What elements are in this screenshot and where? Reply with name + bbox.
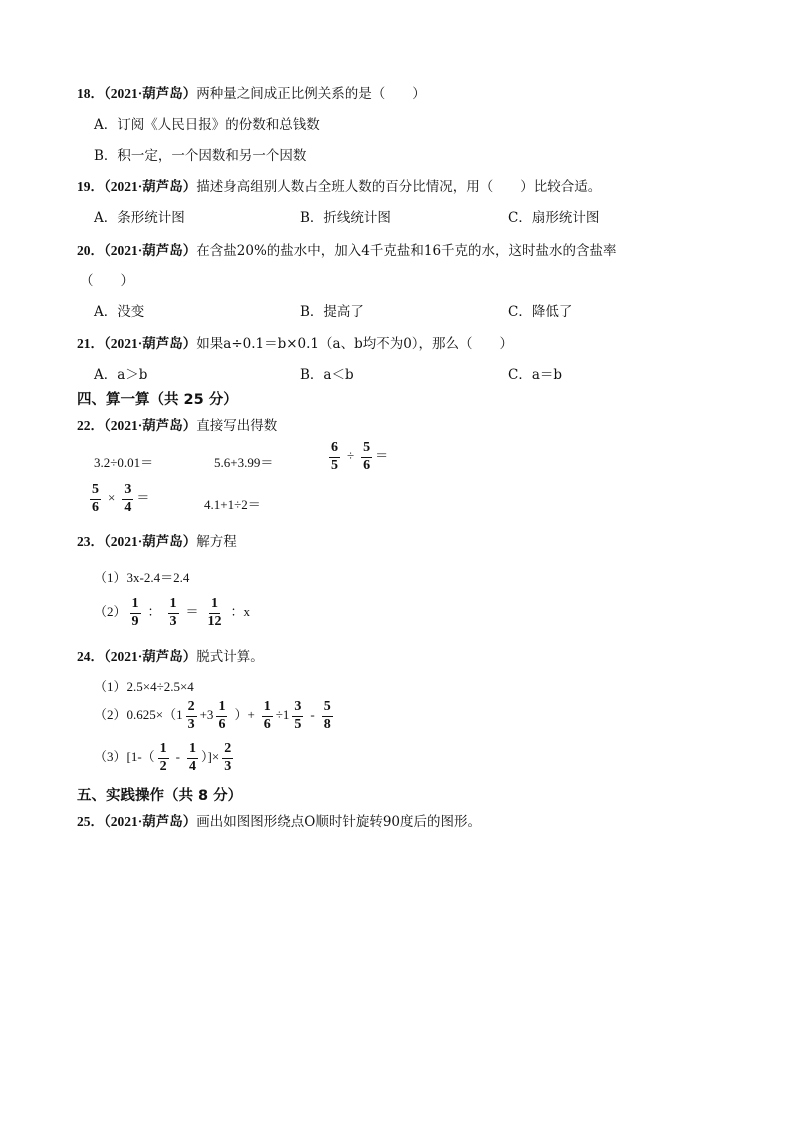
option-a: A．订阅《人民日报》的份数和总钱数 [94,117,320,133]
fraction: $\frac{3}{4}$ [124,482,132,515]
question-19 [77,175,601,195]
question-18 [77,82,426,102]
calculation-3: （3）[1-（ $\frac{1}{2}$ - $\frac{1}{4}$ ）]× $\frac{2}{3}$ [94,741,232,774]
option-c: C．a＝b [508,367,563,383]
question-number: 21． [77,336,104,351]
fraction: $\frac{1}{2}$ [159,741,167,774]
expression-4: $\frac{5}{6}$ × $\frac{3}{4}$ ＝ [92,482,150,515]
question-text: 直接写出得数 [196,418,278,434]
section-heading: 四、算一算（共 25 分） [77,392,238,408]
option-a: A．条形统计图 [94,210,185,226]
question-20 [77,239,617,259]
question-source: （2021·葫芦岛） [104,243,197,258]
calculation-1: （1）2.5×4÷2.5×4 [94,679,194,694]
question-source: （2021·葫芦岛） [104,179,197,194]
option-c: C．降低了 [508,304,573,320]
fraction: $\frac{2}{3}$ [187,699,195,732]
question-source: （2021·葫芦岛） [104,86,197,101]
question-text: 如果a÷0.1＝b×0.1（a、b均不为0），那么（ ） [196,336,514,352]
question-number: 20． [77,243,104,258]
expression-2: 5.6+3.99＝ [214,455,274,470]
question-number: 24． [77,649,104,664]
section-heading: 五、实践操作（共 8 分） [77,788,243,804]
question-source: （2021·葫芦岛） [104,418,197,433]
expression-1: 3.2÷0.01＝ [94,455,154,470]
calculation-2: （2）0.625×（1 $\frac{2}{3}$ +3 $\frac{1}{6}$ ）+ $\frac{1}{6}$ ÷1 $\frac{3}{5}$ - $\frac{5}{8}$ [94,699,331,732]
fraction: $\frac{6}{5}$ [331,440,338,473]
question-source: （2021·葫芦岛） [104,336,197,351]
question-23 [77,530,237,550]
question-source: （2021·葫芦岛） [104,534,197,549]
question-number: 18． [77,86,104,101]
equation-1: （1）3x-2.4＝2.4 [94,570,190,585]
question-text: 描述身高组别人数占全班人数的百分比情况，用（ ）比较合适。 [196,179,602,195]
question-number: 25． [77,814,104,829]
question-22 [77,414,277,434]
question-source: （2021·葫芦岛） [104,649,197,664]
answer-blank: （ ） [80,273,134,289]
option-b: B．折线统计图 [300,210,391,226]
fraction: $\frac{5}{6}$ [92,482,99,515]
fraction: $\frac{1}{6}$ [263,699,271,732]
fraction: $\frac{1}{12}$ [207,596,222,629]
option-c: C．扇形统计图 [508,210,600,226]
equation-2: （2） $\frac{1}{9}$ ： $\frac{1}{3}$ ＝ $\frac{1}{12}$ ：x [94,596,251,629]
fraction: $\frac{5}{8}$ [323,699,331,732]
option-a: A．没变 [94,304,145,320]
expression-5: 4.1+1÷2＝ [204,497,261,512]
fraction: $\frac{1}{4}$ [189,741,197,774]
fraction: $\frac{1}{9}$ [131,596,139,629]
question-text: 两种量之间成正比例关系的是（ ） [196,86,426,102]
question-source: （2021·葫芦岛） [104,814,197,829]
option-b: B．a＜b [300,367,354,383]
question-number: 22． [77,418,104,433]
question-24 [77,645,264,665]
question-text: 画出如图图形绕点O顺时针旋转90度后的图形。 [196,814,482,830]
question-text: 在含盐20%的盐水中，加入4千克盐和16千克的水，这时盐水的含盐率 [196,243,617,259]
fraction: $\frac{2}{3}$ [224,741,232,774]
question-number: 19． [77,179,104,194]
fraction: $\frac{1}{3}$ [169,596,177,629]
fraction: $\frac{5}{6}$ [363,440,371,473]
question-text: 解方程 [196,534,237,550]
option-b: B．积一定，一个因数和另一个因数 [94,148,307,164]
option-b: B．提高了 [300,304,364,320]
question-25 [77,810,481,830]
expression-3: $\frac{6}{5}$ ÷ $\frac{5}{6}$ ＝ [331,440,389,473]
question-21 [77,332,513,352]
fraction: $\frac{1}{6}$ [218,699,226,732]
option-a: A．a＞b [94,367,148,383]
question-text: 脱式计算。 [196,649,264,665]
question-number: 23． [77,534,104,549]
fraction: $\frac{3}{5}$ [294,699,302,732]
